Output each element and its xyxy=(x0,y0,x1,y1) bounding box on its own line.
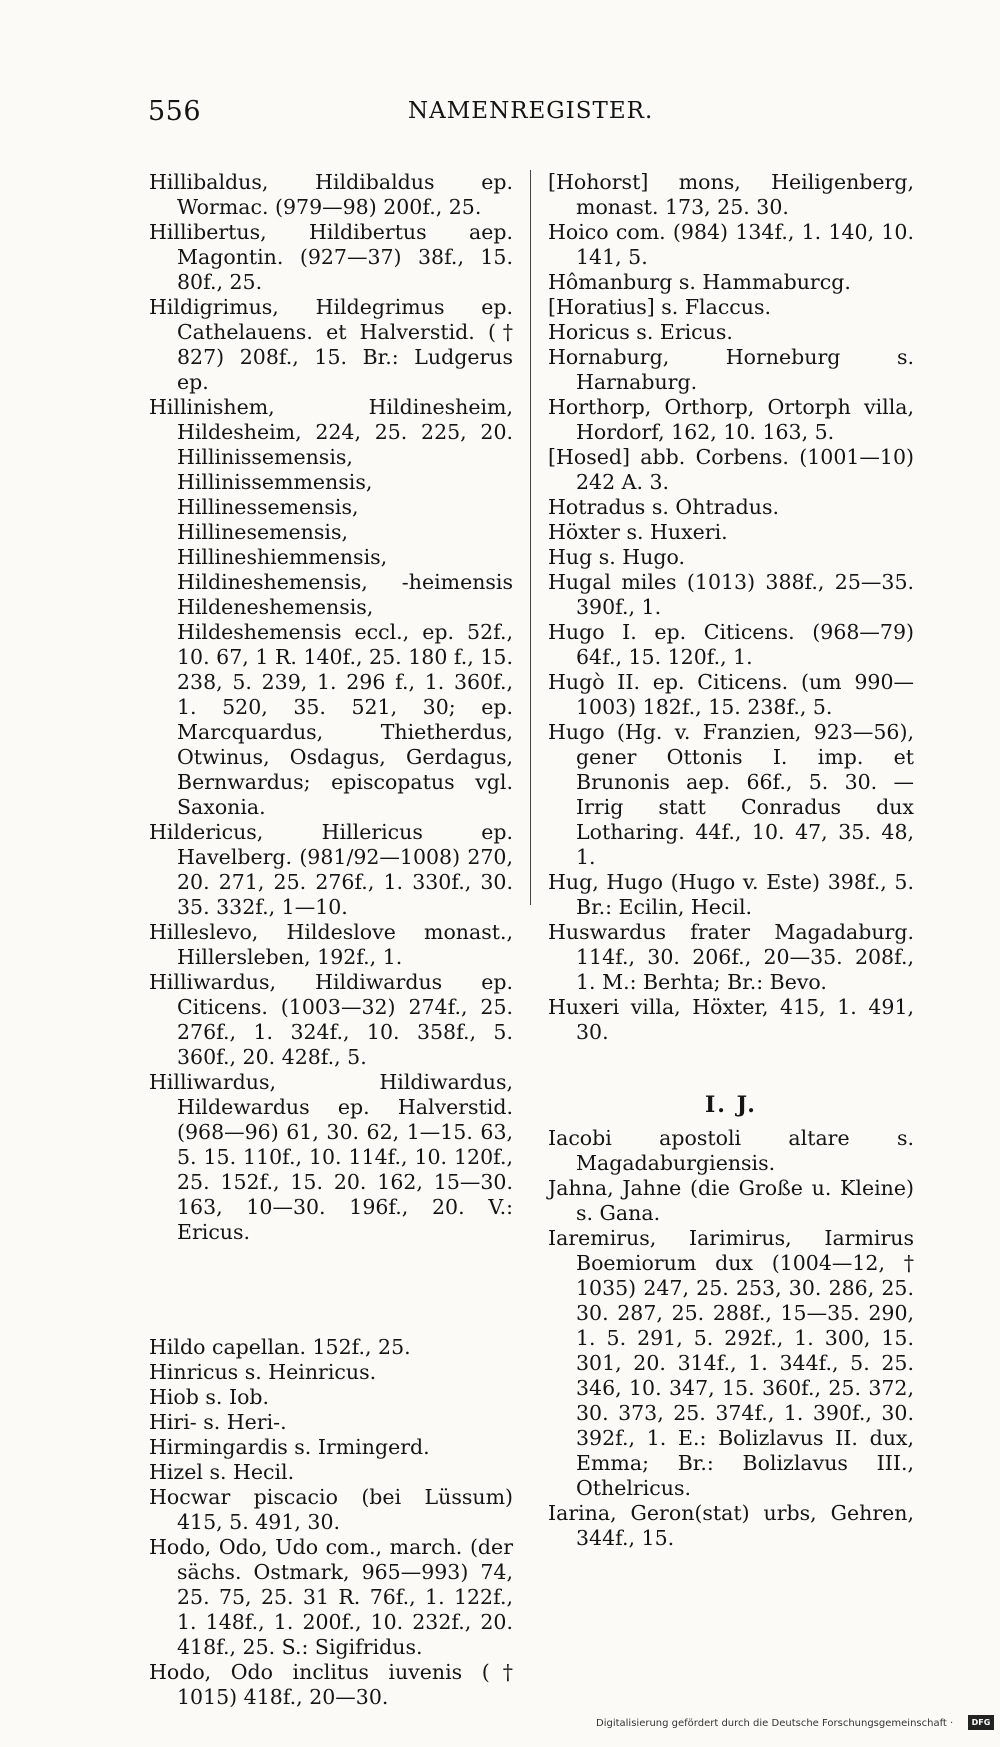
index-entry: Hizel s. Hecil. xyxy=(149,1460,295,1484)
index-entry: Hiri- s. Heri-. xyxy=(149,1410,287,1434)
left-column xyxy=(149,170,513,1710)
index-entry: Hugo (Hg. v. Franzien, 923—56), gener Ottonis I. imp. et Brunonis aep. 66f., 5. 30. — Irrig statt Conradus dux Lotharing. 44f., 10. 47, 35. 48, 1. xyxy=(548,720,914,869)
index-entry: Hildo capellan. 152f., 25. xyxy=(149,1335,411,1359)
page-number: 556 xyxy=(148,96,202,127)
index-entry: Hugò II. ep. Citicens. (um 990—1003) 182f., 15. 238f., 5. xyxy=(548,670,914,719)
index-entry: [Hohorst] mons, Heiligenberg, monast. 173, 25. 30. xyxy=(548,170,914,219)
right-column xyxy=(548,170,914,1551)
index-entry: Jahna, Jahne (die Große u. Kleine) s. Gana. xyxy=(548,1176,914,1225)
digitization-credit: Digitalisierung gefördert durch die Deutsche Forschungsgemeinschaft · xyxy=(596,1718,954,1729)
dfg-logo-icon: DFG xyxy=(968,1715,994,1730)
index-entry: Hodo, Odo, Udo com., march. (der sächs. Ostmark, 965—993) 74, 25. 75, 25. 31 R. 76f., 1. 122f., 1. 148f., 1. 200f., 10. 232f., 20. 418f., 25. S.: Sigifridus. xyxy=(149,1535,513,1659)
index-entry: Hug, Hugo (Hugo v. Este) 398f., 5. Br.: Ecilin, Hecil. xyxy=(548,870,914,919)
index-entry: Hiob s. Iob. xyxy=(149,1385,270,1409)
index-entry: Iaremirus, Iarimirus, Iarmirus Boemiorum dux (1004—12, † 1035) 247, 25. 253, 30. 286, 25. 30. 287, 25. 288f., 15—35. 290, 1. 5. 291, 5. 292f., 1. 300, 15. 301, 20. 314f., 1. 344f., 5. 25. 346, 10. 347, 15. 360f., 25. 372, 30. 373, 25. 374f., 1. 390f., 30. 392f., 1. E.: Bolizlavus II. dux, Emma; Br.: Bolizlavus III., Othelricus. xyxy=(548,1226,914,1500)
index-entry: Iacobi apostoli altare s. Magadaburgiensis. xyxy=(548,1126,914,1175)
column-spacer xyxy=(149,1245,513,1335)
index-entry: Hillinishem, Hildinesheim, Hildesheim, 224, 25. 225, 20. Hillinissemensis, Hillinissemmensis, Hillinessemensis, Hillinesemensis, Hillineshiemmensis, Hildineshemensis, -heimensis Hildeneshemensis, Hildeshemensis eccl., ep. 52f., 10. 67, 1 R. 140f., 25. 180 f., 15. 238, 5. 239, 1. 296 f., 1. 360f., 1. 520, 35. 521, 30; ep. Marcquardus, Thietherdus, Otwinus, Osdagus, Gerdagus, Bernwardus; episcopatus vgl. Saxonia. xyxy=(149,395,513,819)
index-entry: Hillibaldus, Hildibaldus ep. Wormac. (979—98) 200f., 25. xyxy=(149,170,513,219)
section-heading: I. J. xyxy=(705,1092,757,1118)
column-divider xyxy=(530,170,531,905)
running-title: NAMENREGISTER. xyxy=(408,98,654,124)
index-entry: Hillibertus, Hildibertus aep. Magontin. (927—37) 38f., 15. 80f., 25. xyxy=(149,220,513,294)
page-header xyxy=(0,96,1000,144)
index-entry: [Hosed] abb. Corbens. (1001—10) 242 A. 3. xyxy=(548,445,914,494)
index-entry: Hugal miles (1013) 388f., 25—35. 390f., 1. xyxy=(548,570,914,619)
index-entry: Hinricus s. Heinricus. xyxy=(149,1360,377,1384)
index-entry: Hornaburg, Horneburg s. Harnaburg. xyxy=(548,345,914,394)
index-entry: Hilliwardus, Hildiwardus ep. Citicens. (1003—32) 274f., 25. 276f., 1. 324f., 10. 358f., 5. 360f., 20. 428f., 5. xyxy=(149,970,513,1069)
index-entry: Huxeri villa, Höxter, 415, 1. 491, 30. xyxy=(548,995,914,1044)
index-entry: Hotradus s. Ohtradus. xyxy=(548,495,780,519)
index-entry: Höxter s. Huxeri. xyxy=(548,520,728,544)
index-entry: Hômanburg s. Hammaburcg. xyxy=(548,270,851,294)
index-entry: [Horatius] s. Flaccus. xyxy=(548,295,772,319)
index-entry: Iarina, Geron(stat) urbs, Gehren, 344f., 15. xyxy=(548,1501,914,1550)
index-entry: Horicus s. Ericus. xyxy=(548,320,733,344)
index-entry: Hug s. Hugo. xyxy=(548,545,685,569)
index-entry: Huswardus frater Magadaburg. 114f., 30. 206f., 20—35. 208f., 1. M.: Berhta; Br.: Bevo. xyxy=(548,920,914,994)
column-spacer xyxy=(548,1045,914,1093)
index-entry: Hilleslevo, Hildeslove monast., Hillersleben, 192f., 1. xyxy=(149,920,513,969)
index-entry: Horthorp, Orthorp, Ortorph villa, Hordorf, 162, 10. 163, 5. xyxy=(548,395,914,444)
index-entry: Hocwar piscacio (bei Lüssum) 415, 5. 491, 30. xyxy=(149,1485,513,1534)
index-entry: Hoico com. (984) 134f., 1. 140, 10. 141, 5. xyxy=(548,220,914,269)
index-entry: Hodo, Odo inclitus iuvenis († 1015) 418f., 20—30. xyxy=(149,1660,513,1709)
index-entry: Hugo I. ep. Citicens. (968—79) 64f., 15. 120f., 1. xyxy=(548,620,914,669)
index-entry: Hildericus, Hillericus ep. Havelberg. (981/92—1008) 270, 20. 271, 25. 276f., 1. 330f., 30. 35. 332f., 1—10. xyxy=(149,820,513,919)
index-entry: Hilliwardus, Hildiwardus, Hildewardus ep. Halverstid. (968—96) 61, 30. 62, 1—15. 63, 5. 15. 110f., 10. 114f., 10. 120f., 25. 152f., 15. 20. 162, 15—30. 163, 10—30. 196f., 20. V.: Ericus. xyxy=(149,1070,513,1244)
index-entry: Hildigrimus, Hildegrimus ep. Cathelauens. et Halverstid. († 827) 208f., 15. Br.: Ludgerus ep. xyxy=(149,295,513,394)
index-entry: Hirmingardis s. Irmingerd. xyxy=(149,1435,430,1459)
